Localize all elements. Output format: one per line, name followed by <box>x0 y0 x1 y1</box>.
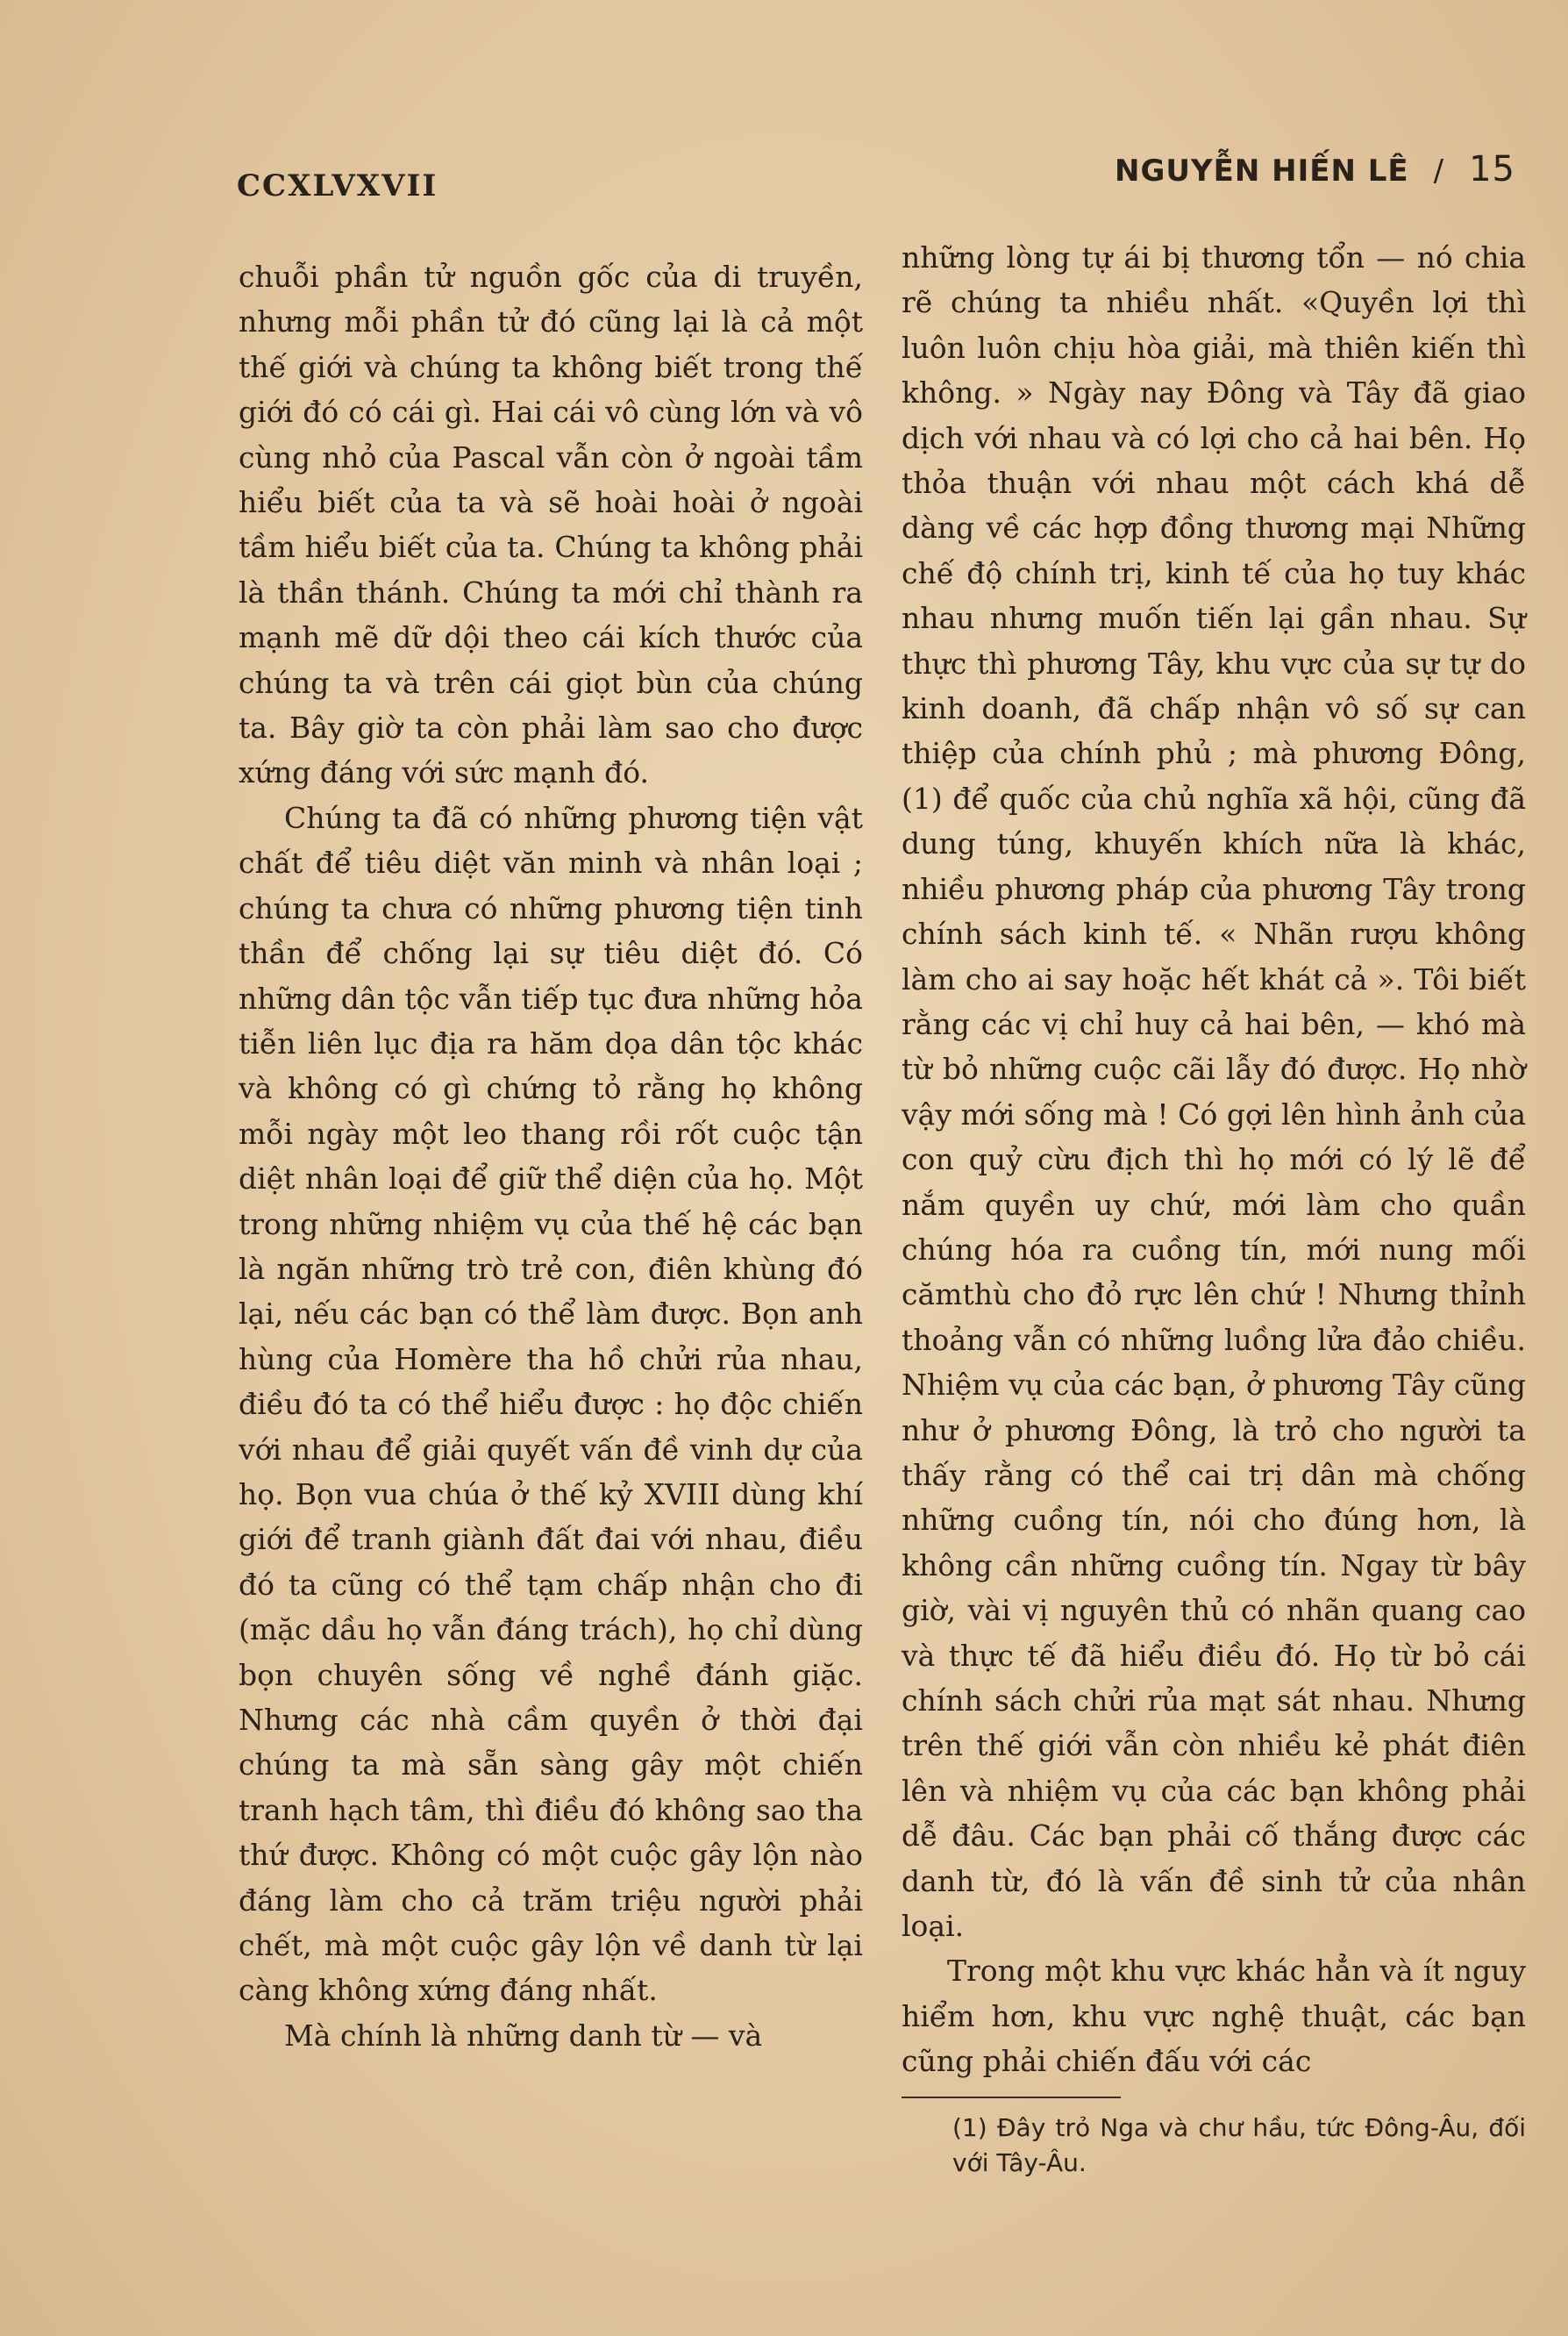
right-column <box>902 235 1526 2181</box>
page-header <box>237 132 1515 211</box>
paragraph: những lòng tự ái bị thương tổn — nó chia rẽ chúng ta nhiều nhất. «Quyền lợi thì luôn luôn chịu hòa giải, mà thiên kiến thì không. » Ngày nay Đông và Tây đã giao dịch với nhau và có lợi cho cả hai bên. Họ thỏa thuận với nhau một cách khá dễ dàng về các hợp đồng thương mại Những chế độ chính trị, kinh tế của họ tuy khác nhau nhưng muốn tiến lại gần nhau. Sự thực thì phương Tây, khu vực của sự tự do kinh doanh, đã chấp nhận vô số sự can thiệp của chính phủ ; mà phương Đông, (1) để quốc của chủ nghĩa xã hội, cũng đã dung túng, khuyến khích nữa là khác, nhiều phương pháp của phương Tây trong chính sách kinh tế. « Nhãn rượu không làm cho ai say hoặc hết khát cả ». Tôi biết rằng các vị chỉ huy cả hai bên, — khó mà từ bỏ những cuộc cãi lẫy đó được. Họ nhờ vậy mới sống mà ! Có gợi lên hình ảnh của con quỷ cừu địch thì họ mới có lý lẽ để nắm quyền uy chứ, mới làm cho quần chúng hóa ra cuồng tín, mới nung mối cămthù cho đỏ rực lên chứ ! Nhưng thỉnh thoảng vẫn có những luồng lửa đảo chiều. Nhiệm vụ của các bạn, ở phương Tây cũng như ở phương Đông, là trỏ cho người ta thấy rằng có thể cai trị dân mà chống những cuồng tín, nói cho đúng hơn, là không cần những cuồng tín. Ngay từ bây giờ, vài vị nguyên thủ có nhãn quang cao và thực tế đã hiểu điều đó. Họ từ bỏ cái chính sách chửi rủa mạt sát nhau. Nhưng trên thế giới vẫn còn nhiều kẻ phát điên lên và nhiệm vụ của các bạn không phải dễ đâu. Các bạn phải cố thắng được các danh từ, đó là vấn đề sinh tử của nhân loại. <box>902 240 1526 1944</box>
folio-roman-numeral: CCXLVXVII <box>237 168 438 204</box>
page-number: 15 <box>1469 149 1515 189</box>
left-column <box>239 254 863 2058</box>
footnote: (1) Đây trỏ Nga và chư hầu, tức Đông-Âu, đối với Tây-Âu. <box>952 2112 1526 2177</box>
paragraph: Chúng ta đã có những phương tiện vật chất để tiêu diệt văn minh và nhân loại ; chúng ta chưa có những phương tiện tinh thần để chống lại sự tiêu diệt đó. Có những dân tộc vẫn tiếp tục đưa những hỏa tiễn liên lục địa ra hăm dọa dân tộc khác và không có gì chứng tỏ rằng họ không mỗi ngày một leo thang rồi rốt cuộc tận diệt nhân loại để giữ thể diện của họ. Một trong những nhiệm vụ của thế hệ các bạn là ngăn những trò trẻ con, điên khùng đó lại, nếu các bạn có thể làm được. Bọn anh hùng của Homère tha hồ chửi rủa nhau, điều đó ta có thể hiểu được : họ độc chiến với nhau để giải quyết vấn đề vinh dự của họ. Bọn vua chúa ở thế kỷ XVIII dùng khí giới để tranh giành đất đai với nhau, điều đó ta cũng có thể tạm chấp nhận cho đi (mặc dầu họ vẫn đáng trách), họ chỉ dùng bọn chuyên sống về nghề đánh giặc. Nhưng các nhà cầm quyền ở thời đại chúng ta mà sẵn sàng gây một chiến tranh hạch tâm, thì điều đó không sao tha thứ được. Không có một cuộc gây lộn nào đáng làm cho cả trăm triệu người phải chết, mà một cuộc gây lộn về danh từ lại càng không xứng đáng nhất. <box>239 800 863 2008</box>
paragraph: Mà chính là những danh từ — và <box>284 2018 763 2053</box>
running-header <box>1115 149 1515 189</box>
running-title: NGUYỄN HIẾN LÊ <box>1115 154 1409 189</box>
paragraph: Trong một khu vực khác hẳn và ít nguy hiểm hơn, khu vực nghệ thuật, các bạn cũng phải chiến đấu với các <box>902 1954 1526 2079</box>
header-separator: / <box>1433 154 1445 189</box>
paragraph: chuỗi phần tử nguồn gốc của di truyền, nhưng mỗi phần tử đó cũng lại là cả một thế giới và chúng ta không biết trong thế giới đó có cái gì. Hai cái vô cùng lớn và vô cùng nhỏ của Pascal vẫn còn ở ngoài tầm hiểu biết của ta và sẽ hoài hoài ở ngoài tầm hiểu biết của ta. Chúng ta không phải là thần thánh. Chúng ta mới chỉ thành ra mạnh mẽ dữ dội theo cái kích thước của chúng ta và trên cái giọt bùn của chúng ta. Bây giờ ta còn phải làm sao cho được xứng đáng với sức mạnh đó. <box>239 260 863 790</box>
footnote-divider <box>902 2097 1121 2098</box>
